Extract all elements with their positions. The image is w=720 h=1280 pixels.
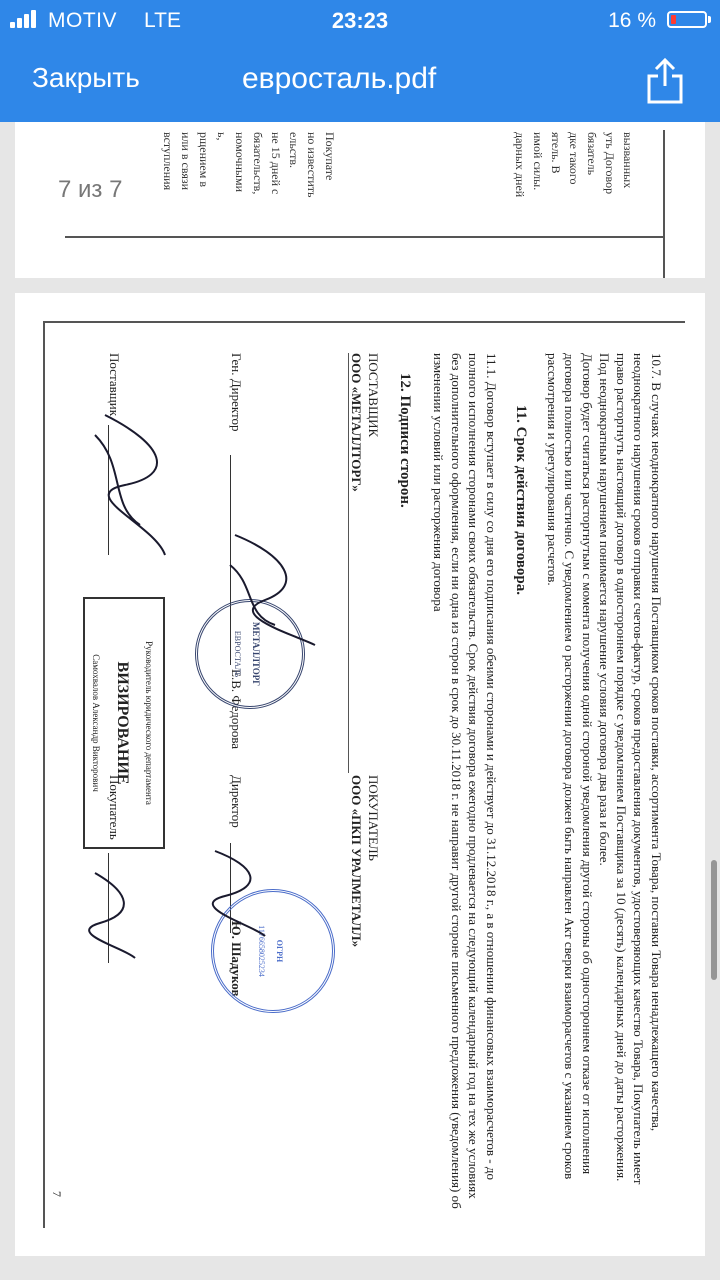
director-label: Директор	[229, 775, 244, 828]
clause-11-1: 11.1. Договор вступает в силу со дня его подписания обеими сторонами и действует до 31.12.2018 г., а в отношении финансовых взаиморасчетов - до полного исполнения сторонами своих обязательств. Срок действия договора ежегодно продлевается на следующий календарный год на тех же условиях без дополнительного оформления, если ни одна из сторон в срок до 30.11.2018 г. не направит другой стороне письменного предложения (уведомления) об изменении условий или расторжения договора	[431, 353, 499, 1209]
page6-left-fragment-line: номочными	[233, 132, 247, 193]
page6-left-fragment-line: или в связи	[179, 132, 193, 191]
clause-10-7: 10.7. В случаях неоднократного нарушения Поставщиком сроков поставки, ассортимента Товара, поставки Товара ненадлежащего качества, неоднократного нарушения сроков отправки счетов-фактур, сроков предоставления документов, удостоверяющих качество Товара, Покупатель имеет право расторгнуть настоящий договор в одностороннем порядке с уведомлением Поставщика за 10 (десять) календарных дней до даты расторжения.	[614, 353, 664, 1185]
page6-right-fragment-line: вызванных	[621, 132, 635, 189]
network-type: LTE	[144, 9, 181, 32]
page6-left-fragment-line: вступления	[161, 132, 175, 191]
page-number: 7	[50, 1191, 64, 1197]
page6-right-fragment-line: бязатель	[585, 132, 599, 176]
supplier-signature	[85, 405, 185, 565]
supplier-company-seal: МЕТАЛЛТОРГ ЕВРОСТАЛЬ	[195, 599, 305, 709]
page6-left-fragment-line: рщением в	[197, 132, 211, 187]
section-12-heading: 12. Подписи сторон.	[397, 373, 413, 508]
gen-director-label: Ген. Директор	[229, 353, 244, 432]
scroll-indicator[interactable]	[711, 860, 717, 980]
buyer-signature-label: Покупатель	[107, 775, 122, 840]
pdf-page-7[interactable]	[15, 293, 705, 1256]
page6-right-fragment-line: уть Договор	[603, 132, 617, 195]
supplier-signature-label: Поставщик	[107, 353, 122, 417]
rotated-page-content	[15, 293, 705, 1233]
close-button[interactable]: Закрыть	[32, 62, 140, 93]
director-name: Ю. Шадуков	[229, 921, 244, 997]
supplier-label: ПОСТАВЩИК	[366, 353, 381, 438]
page6-right-fragment-line: ятель. В	[549, 132, 563, 174]
navigation-bar	[0, 0, 720, 122]
page6-left-fragment-line: ь,	[215, 132, 229, 141]
clause-neodnokratnoe: Под неоднократным нарушением понимается нарушение условия договора два раза и более.	[597, 353, 612, 866]
status-time: 23:23	[331, 8, 389, 33]
supplier-name: ООО «МЕТАЛЛТОРГ»	[349, 353, 364, 492]
gen-director-name: Е.В. Федорова	[229, 669, 244, 750]
clause-rastorzhenie: Договор будет считаться расторгнутым с момента получения одной стороной уведомления другой стороны об одностороннем отказе от исполнения договора полностью или частично. С уведомлением о расторжении договора должен быть направлен Акт сверки взаиморасчетов с указанием сроков рассмотрения и урегулирования расчетов.	[545, 353, 595, 1180]
buyer-label: ПОКУПАТЕЛЬ	[366, 775, 381, 862]
battery-percent: 16 %	[608, 9, 656, 32]
buyer-name: ООО «ПКП УРАЛМЕТАЛЛ»	[349, 775, 364, 948]
page6-left-fragment-line: ельств.	[287, 132, 301, 169]
signature-divider	[348, 353, 349, 773]
share-icon[interactable]	[645, 56, 685, 106]
buyer-signature	[65, 863, 145, 963]
page6-left-fragment-line: не 15 дней с	[269, 132, 283, 195]
approval-stamp	[83, 597, 165, 849]
page6-right-fragment-line: имой силы.	[531, 132, 545, 191]
battery-icon	[667, 11, 707, 28]
buyer-company-seal: ОГРН 1176658025234	[211, 889, 335, 1013]
approval-head: Руководитель юридического департамента	[144, 641, 154, 805]
page6-right-fragment-line: дке такого	[567, 132, 581, 185]
section-11-heading: 11. Срок действия договора.	[513, 405, 529, 596]
approval-title: ВИЗИРОВАНИЕ	[114, 661, 132, 785]
battery-tip	[708, 16, 711, 23]
page6-right-fragment-line: дарных дней	[513, 132, 527, 198]
approval-name: Самохвалов Александр Викторович	[91, 654, 101, 792]
carrier-name: MOTIV	[48, 9, 117, 32]
status-bar	[0, 0, 720, 40]
supplier-director-signature	[215, 525, 325, 655]
page-counter: 7 из 7	[58, 176, 123, 203]
page6-left-fragment-line: бязательств,	[251, 132, 265, 195]
page6-left-fragment-line: Покупате	[323, 132, 337, 181]
page6-left-fragment-line: но известить	[305, 132, 319, 198]
document-title: евросталь.pdf	[242, 62, 437, 95]
buyer-director-signature	[195, 841, 275, 941]
